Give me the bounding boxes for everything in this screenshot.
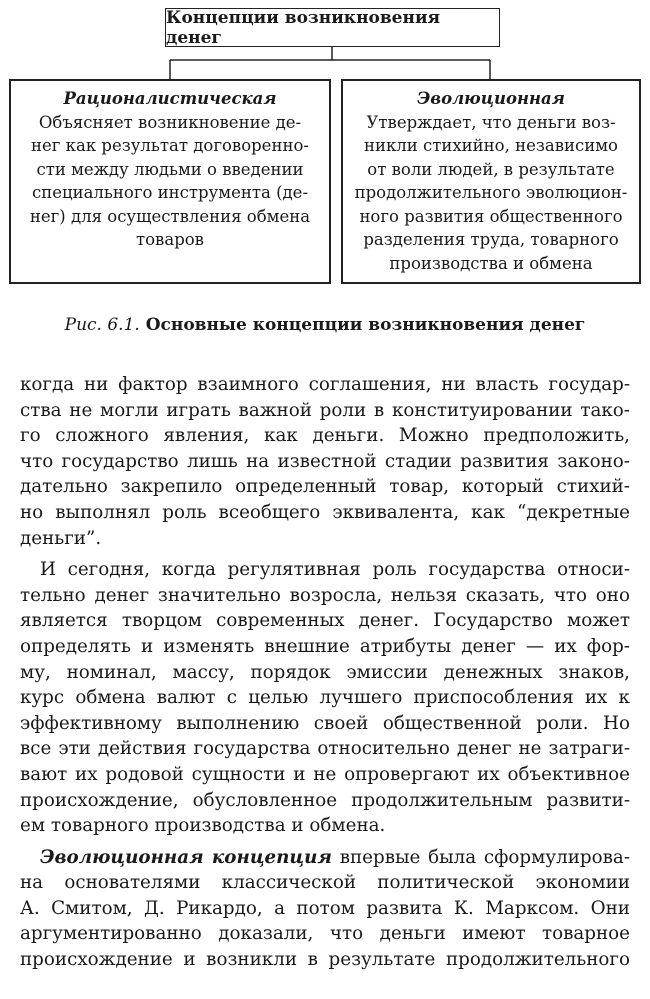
text-line: И сегодня, когда регулятивная роль государства относи- [40,559,630,581]
evolutionary-line: продолжительного эволюцион- [354,183,628,202]
evolutionary-line: ного развития общественного [359,206,623,226]
text-line: тельно денег значительно возросла, нельзя сказать, что оно [20,584,630,606]
figure-caption [0,315,650,335]
diagram-root-box [165,8,500,47]
text-line: когда ни фактор взаимного соглашения, ни власть государ- [20,374,630,395]
text-line: происхождение, обусловленное продолжительным развити- [20,789,630,811]
evolutionary-concept-box [341,79,641,284]
evolutionary-line: Утверждает, что деньги воз- [366,112,616,132]
text-line: на основателями классической политической экономии [20,872,630,894]
evolutionary-title: Эволюционная [417,89,565,108]
rationalistic-line: нег) для осуществления обмена [29,206,311,226]
text-line: является творцом современных денег. Государство может [20,610,630,632]
rationalistic-line: нег как результат договоренно- [31,136,309,155]
evolutionary-line: разделения труда, товарного [363,230,619,249]
text-line: го сложного явления, как деньги. Можно предположить, [20,425,630,447]
text-line: вают их родовой сущности и не опровергают их объективное [20,763,630,785]
figure-caption-text: Основные концепции возникновения денег [145,315,586,335]
text-span: впервые была сформулирова- [331,846,630,868]
diagram-root-label: Концепции возникновения денег [166,7,441,48]
text-line: ем товарного производства и обмена. [20,815,386,837]
text-line: му, номинал, массу, порядок эмиссии денежных знаков, [20,661,630,683]
text-line: А. Смитом, Д. Рикардо, а потом развита К. Марксом. Они [20,897,630,919]
text-line: дательно закрепило определенный товар, который стихий- [20,476,630,498]
text-line: эффективному выполнению своей общественной роли. Но [20,712,630,734]
rationalistic-title: Рационалистическая [63,89,277,108]
rationalistic-concept-box [9,79,331,284]
text-line: аргументированно доказали, что деньги имеют товарное [20,923,630,945]
evolutionary-line: от воли людей, в результате [367,159,615,179]
evolutionary-line: никли стихийно, независимо [363,136,618,155]
figure-caption-number: Рис. 6.1. [64,315,140,335]
text-line: но выполнял роль всеобщего эквивалента, как “декретные [20,501,630,523]
evolutionary-concept-term: Эволюционная концепция [40,846,332,868]
text-line: курс обмена валют с целью лучшего приспособления их к [20,687,630,709]
rationalistic-line: сти между людьми о введении [36,159,304,179]
text-line: деньги”. [20,527,102,549]
rationalistic-line: специального инструмента (де- [31,183,309,202]
evolutionary-line: производства и обмена [389,253,593,273]
body-text [20,372,630,973]
text-line: ства не могли играть важной роли в конституировании тако- [20,399,630,421]
text-line: что государство лишь на известной стадии развития законо- [20,450,630,472]
text-line: происхождение и возникли в результате продолжительного [20,949,630,971]
text-line: определять и изменять внешние атрибуты денег — их фор- [20,635,630,657]
concepts-diagram [0,0,650,310]
text-line [20,845,630,871]
text-line: все эти действия государства относительно денег не затраги- [20,738,630,760]
rationalistic-line: товаров [136,230,204,249]
rationalistic-line: Объясняет возникновение де- [38,112,302,132]
